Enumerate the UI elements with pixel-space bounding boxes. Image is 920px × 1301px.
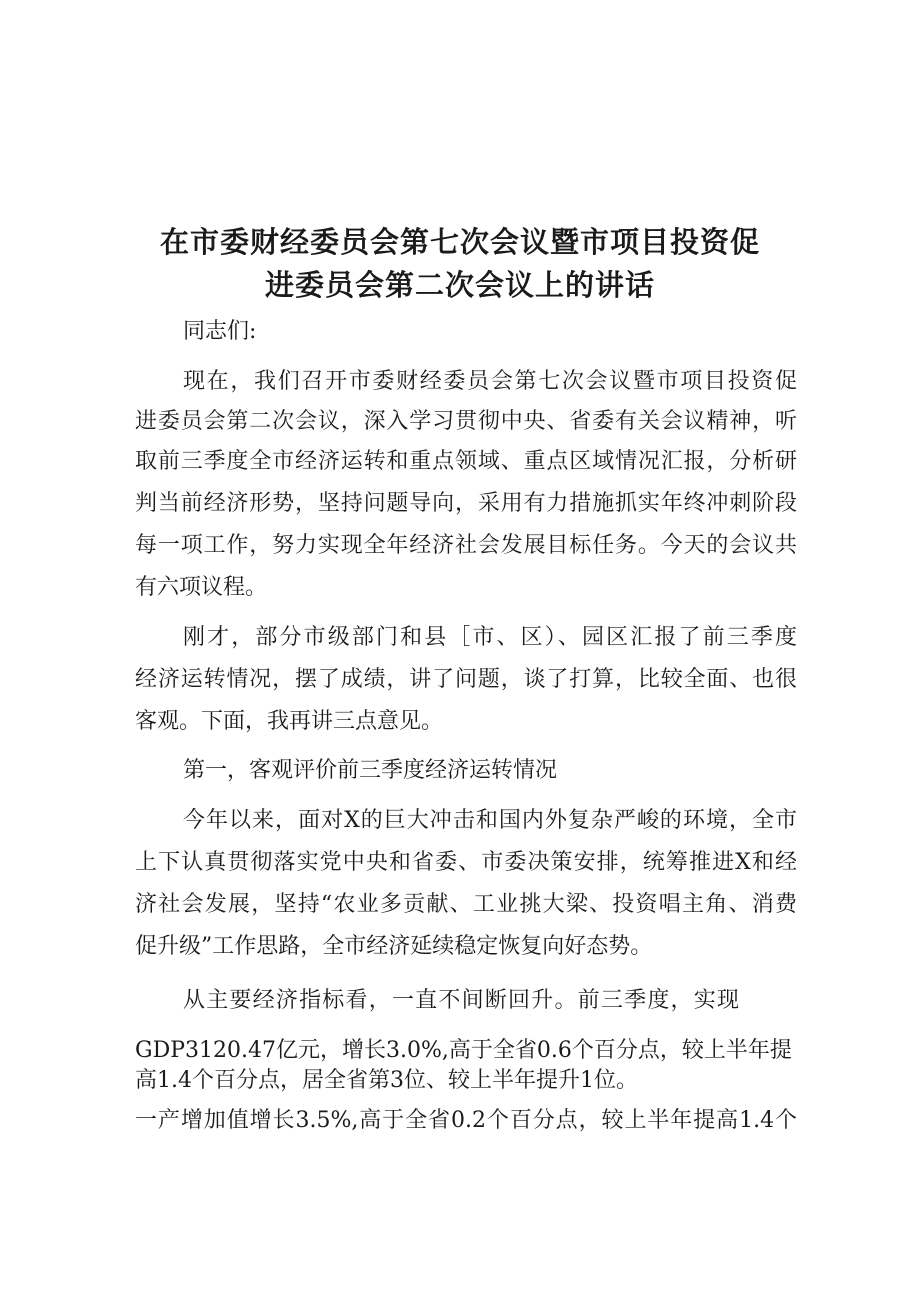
salutation: 同志们: [183, 319, 257, 344]
paragraph-3-line: 促升级”工作思路，全市经济延续稳定恢复向好态势。 [135, 934, 653, 959]
speech-title-line-2: 进委员会第二次会议上的讲话 [264, 268, 655, 302]
paragraph-4-line: 从主要经济指标看，一直不间断回升。前三季度，实现 [183, 988, 739, 1013]
paragraph-1-line: 进委员会第二次会议，深入学习贯彻中央、省委有关会议精神，听 [135, 409, 797, 434]
paragraph-1-line: 取前三季度全市经济运转和重点领域、重点区域情况汇报，分析研 [135, 449, 797, 474]
speech-title-line-1: 在市委财经委员会第七次会议暨市项目投资促 [159, 225, 760, 259]
paragraph-4-line: 高1.4个百分点，居全省第3位、较上半年提升1位。 [135, 1068, 638, 1093]
paragraph-3-line: 上下认真贯彻落实党中央和省委、市委决策安排，统筹推进X和经 [135, 850, 797, 875]
paragraph-1-line: 判当前经济形势，坚持问题导向，采用有力措施抓实年终冲刺阶段 [135, 491, 797, 516]
paragraph-1-line: 现在，我们召开市委财经委员会第七次会议暨市项目投资促 [183, 369, 797, 394]
section-heading: 第一，客观评价前三季度经济运转情况 [183, 758, 558, 783]
paragraph-2-line: 客观。下面，我再讲三点意见。 [135, 709, 444, 734]
paragraph-2-line: 经济运转情况，摆了成绩，讲了问题，谈了打算，比较全面、也很 [135, 667, 797, 692]
paragraph-4-line: 一产增加值增长3.5%,高于全省0.2个百分点，较上半年提高1.4个 [135, 1108, 797, 1133]
paragraph-1-line: 每一项工作，努力实现全年经济社会发展目标任务。今天的会议共 [135, 533, 797, 558]
paragraph-4-line: GDP3120.47亿元，增长3.0%,高于全省0.6个百分点，较上半年提 [135, 1038, 792, 1063]
paragraph-2-line: 刚才，部分市级部门和县［市、区）、园区汇报了前三季度 [183, 625, 797, 650]
paragraph-3-line: 今年以来，面对X的巨大冲击和国内外复杂严峻的环境，全市 [183, 808, 797, 833]
paragraph-3-line: 济社会发展，坚持“农业多贡献、工业挑大梁、投资唱主角、消费 [135, 892, 797, 917]
paragraph-1-line: 有六项议程。 [135, 575, 268, 600]
